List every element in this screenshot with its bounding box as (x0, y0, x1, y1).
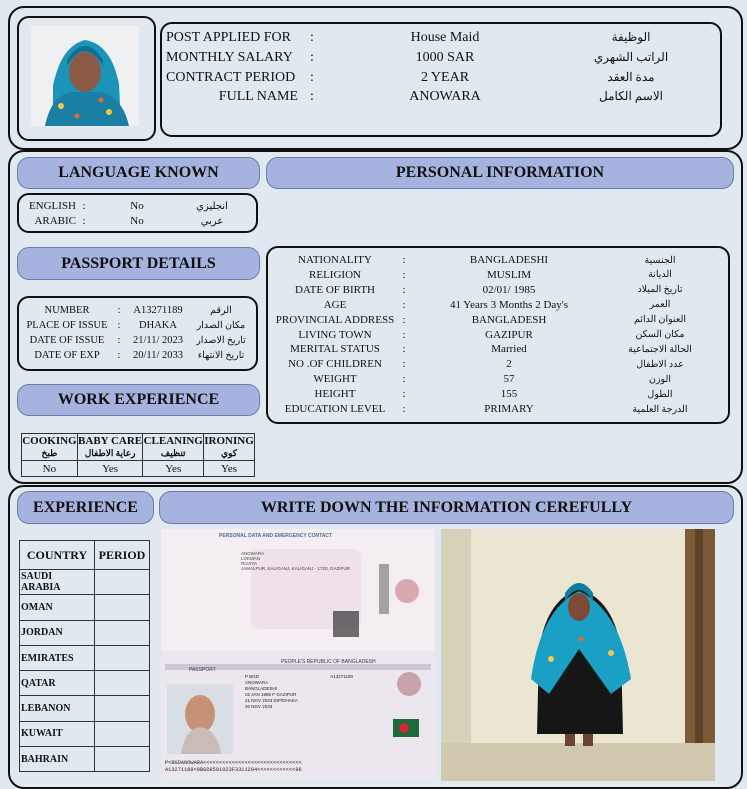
personal-row (270, 283, 722, 297)
passport-arabic: مكان الصدار (196, 320, 246, 331)
passport-row (20, 318, 252, 332)
country-name: OMAN (20, 595, 95, 620)
work-column-header (77, 434, 143, 461)
top-row-value: 2 YEAR (420, 69, 470, 85)
country-name: EMIRATES (20, 645, 95, 670)
experience-header: EXPERIENCE (17, 491, 154, 524)
passport-label: DATE OF EXP (34, 349, 100, 361)
top-row-value: 1000 SAR (415, 49, 475, 65)
personal-information-header: PERSONAL INFORMATION (266, 157, 734, 189)
personal-arabic: العنوان الدائم (633, 315, 686, 326)
scan-name: ANOWARA (241, 551, 265, 556)
write-down-header: WRITE DOWN THE INFORMATION CEREFULLY (159, 491, 734, 524)
work-experience-header: WORK EXPERIENCE (17, 384, 260, 416)
country-period[interactable] (95, 595, 150, 620)
country-row (20, 671, 150, 696)
personal-arabic: عدد الاطفال (636, 359, 684, 370)
personal-label: DATE OF BIRTH (294, 283, 375, 296)
personal-label: AGE (323, 298, 347, 311)
personal-colon: : (402, 328, 406, 341)
country-row (20, 570, 150, 595)
personal-value: PRIMARY (484, 403, 534, 415)
passport-details-header: PASSPORT DETAILS (17, 247, 260, 280)
period-header: PERIOD (95, 541, 150, 570)
work-column-ar: طبخ (41, 448, 58, 458)
passport-label: DATE OF ISSUE (29, 334, 105, 346)
personal-arabic: مكان السكن (635, 330, 685, 340)
top-row-label: FULL NAME (218, 88, 298, 104)
work-column-ar: تنظيف (160, 448, 186, 458)
personal-label: WEIGHT (313, 373, 357, 386)
top-row (166, 68, 714, 87)
scan-surname: ANOWARA (245, 680, 269, 685)
country-name: LEBANON (20, 696, 95, 721)
passport-scan-image (161, 529, 435, 781)
personal-row (270, 298, 722, 312)
personal-arabic: الوزن (648, 374, 671, 385)
country-name: QATAR (20, 671, 95, 696)
language-arabic: انجليزي (196, 200, 228, 212)
scan-sex: F (272, 692, 276, 697)
work-column-value: Yes (204, 461, 255, 477)
personal-row (270, 313, 722, 327)
personal-row (270, 342, 722, 356)
personal-value: 155 (500, 388, 518, 401)
top-row (166, 28, 714, 47)
passport-arabic: تاريخ الانتهاء (197, 350, 245, 361)
scan-dob: 02 JAN 1985 (245, 692, 272, 697)
scan-mrz-line-1: P<BGDANOWARA<<<<<<<<<<<<<<<<<<<<<<<<<<<<<<< (165, 760, 302, 766)
language-known-header: LANGUAGE KNOWN (17, 157, 260, 189)
personal-label: EDUCATION LEVEL (284, 403, 386, 415)
top-row-arabic: الراتب الشهري (593, 50, 669, 64)
personal-value: 57 (503, 373, 515, 386)
top-row-arabic: الوظيفة (611, 30, 651, 44)
personal-row (270, 268, 722, 282)
language-arabic: عربي (200, 215, 224, 227)
personal-label: NATIONALITY (298, 254, 372, 266)
personal-value: 2 (506, 358, 512, 371)
work-column-header (22, 434, 78, 461)
personal-label: PROVINCIAL ADDRESS (275, 313, 395, 326)
scan-passport-word: PASSPORT (189, 667, 216, 673)
top-row (166, 87, 714, 106)
passport-row (20, 333, 252, 347)
language-row (22, 214, 252, 228)
scan-code: BGD (249, 674, 259, 679)
scan-address: JAMALPUR, KALIGANJ, KALIGANJ - 1720, GAZIPUR (241, 566, 351, 571)
personal-value: 02/01/ 1985 (482, 283, 536, 296)
top-row-colon: : (310, 49, 314, 65)
passport-value: DHAKA (139, 319, 177, 331)
passport-value: 21/11/ 2023 (132, 334, 184, 346)
work-column-value: Yes (77, 461, 143, 477)
personal-colon: : (402, 298, 406, 311)
work-column-en: CLEANING (143, 435, 203, 447)
language-value: No (130, 215, 144, 227)
personal-value: MUSLIM (486, 268, 531, 281)
top-row-arabic: مدة العقد (607, 70, 655, 84)
personal-arabic: الدرجة العلمية (632, 404, 688, 415)
scan-country-line: PEOPLE'S REPUBLIC OF BANGLADESH (281, 659, 376, 665)
work-column-header (204, 434, 255, 461)
personal-value: BANGLADESHI (469, 254, 549, 266)
scan-issue: 21 NOV 2023 (245, 698, 273, 703)
work-experience-table (21, 433, 255, 477)
scan-authority: DIP/DHAKA (273, 698, 298, 703)
country-header: COUNTRY (20, 541, 95, 570)
scan-nationality: BANGLADESHI (245, 686, 278, 691)
work-column-ar: رعاية الاطفال (84, 448, 136, 458)
personal-value: GAZIPUR (485, 328, 533, 341)
language-row (22, 199, 252, 213)
personal-colon: : (402, 388, 406, 401)
passport-label: PLACE OF ISSUE (26, 319, 108, 331)
personal-row (270, 328, 722, 342)
passport-arabic: الرقم (210, 305, 232, 316)
personal-row (270, 372, 722, 386)
work-column-value: Yes (143, 461, 204, 477)
personal-colon: : (402, 313, 406, 326)
country-row (20, 747, 150, 772)
top-row-label: CONTRACT PERIOD (166, 69, 296, 85)
work-column-en: BABY CARE (78, 435, 143, 447)
scan-place-birth: GAZIPUR (276, 692, 297, 697)
personal-row (270, 357, 722, 371)
work-column-header (143, 434, 204, 461)
passport-value: 20/11/ 2033 (132, 349, 184, 361)
personal-colon: : (402, 283, 406, 296)
personal-label: HEIGHT (314, 388, 356, 401)
personal-label: LIVING TOWN (298, 328, 372, 341)
passport-arabic: تاريخ الاصدار (196, 335, 246, 346)
personal-arabic: الديانة (648, 270, 672, 281)
personal-label: NO .OF CHILDREN (288, 358, 382, 371)
personal-arabic: الطول (647, 389, 673, 400)
work-column-ar: كوي (221, 448, 238, 458)
personal-arabic: الجنسية (644, 255, 676, 266)
personal-colon: : (402, 373, 406, 386)
country-name: KUWAIT (20, 721, 95, 746)
scan-passport-no: A13271189 (330, 674, 353, 679)
top-row-colon: : (310, 69, 314, 85)
personal-row (270, 387, 722, 401)
language-label: ENGLISH (28, 200, 76, 212)
personal-colon: : (402, 358, 406, 371)
language-colon: : (82, 215, 86, 227)
personal-value: Married (491, 343, 527, 356)
scan-mother: ROJIYA (241, 561, 257, 566)
personal-arabic: الحالة الاجتماعية (628, 344, 692, 355)
country-name: BAHRAIN (20, 747, 95, 772)
personal-row (270, 253, 722, 267)
top-row-colon: : (310, 29, 314, 45)
personal-arabic: العمر (649, 300, 671, 311)
country-row (20, 645, 150, 670)
work-column-value: No (22, 461, 78, 477)
country-period[interactable] (95, 570, 150, 595)
top-row-value: House Maid (410, 29, 480, 45)
passport-row (20, 348, 252, 362)
country-name: JORDAN (20, 620, 95, 645)
personal-colon: : (402, 403, 406, 415)
country-row (20, 595, 150, 620)
personal-label: RELIGION (309, 268, 361, 281)
top-row-label: POST APPLIED FOR (166, 29, 292, 45)
top-row-colon: : (310, 88, 314, 104)
country-period[interactable] (95, 671, 150, 696)
portrait-photo (31, 26, 139, 126)
passport-colon: : (117, 349, 121, 361)
top-row (166, 48, 714, 67)
country-row (20, 620, 150, 645)
scan-form-title: PERSONAL DATA AND EMERGENCY CONTACT (219, 533, 333, 539)
country-row (20, 721, 150, 746)
work-column-en: COOKING (22, 435, 77, 447)
scan-father: LOKMAN (241, 556, 261, 561)
scan-mrz-line-2: A13271189<9BGD8501023F3311204<<<<<<<<<<<<96 (165, 767, 302, 773)
top-row-value: ANOWARA (409, 88, 481, 104)
scan-type: P (245, 674, 248, 679)
country-name: SAUDI ARABIA (20, 570, 95, 595)
full-body-photo (441, 529, 715, 781)
personal-colon: : (402, 343, 406, 356)
language-label: ARABIC (34, 215, 76, 227)
personal-row (270, 402, 722, 416)
personal-colon: : (402, 268, 406, 281)
country-period[interactable] (95, 747, 150, 772)
personal-value: BANGLADESH (471, 313, 547, 326)
passport-row (20, 303, 252, 317)
passport-colon: : (117, 334, 121, 346)
scan-expiry: 20 NOV 2033 (245, 704, 273, 709)
passport-colon: : (117, 304, 121, 316)
work-column-en: IRONING (204, 435, 254, 447)
country-row (20, 696, 150, 721)
passport-value: A13271189 (133, 304, 183, 316)
personal-value: 41 Years 3 Months 2 Day's (449, 298, 569, 311)
language-colon: : (82, 200, 86, 212)
country-period[interactable] (95, 696, 150, 721)
personal-label: MERITAL STATUS (290, 343, 380, 356)
country-period[interactable] (95, 645, 150, 670)
top-row-arabic: الاسم الكامل (598, 89, 663, 103)
top-row-label: MONTHLY SALARY (166, 49, 293, 65)
country-period[interactable] (95, 721, 150, 746)
country-period[interactable] (95, 620, 150, 645)
personal-arabic: تاريخ الميلاد (637, 285, 683, 296)
country-experience-table (19, 540, 150, 772)
passport-colon: : (117, 319, 121, 331)
passport-label: NUMBER (44, 304, 90, 316)
language-value: No (130, 200, 144, 212)
personal-colon: : (402, 254, 406, 266)
